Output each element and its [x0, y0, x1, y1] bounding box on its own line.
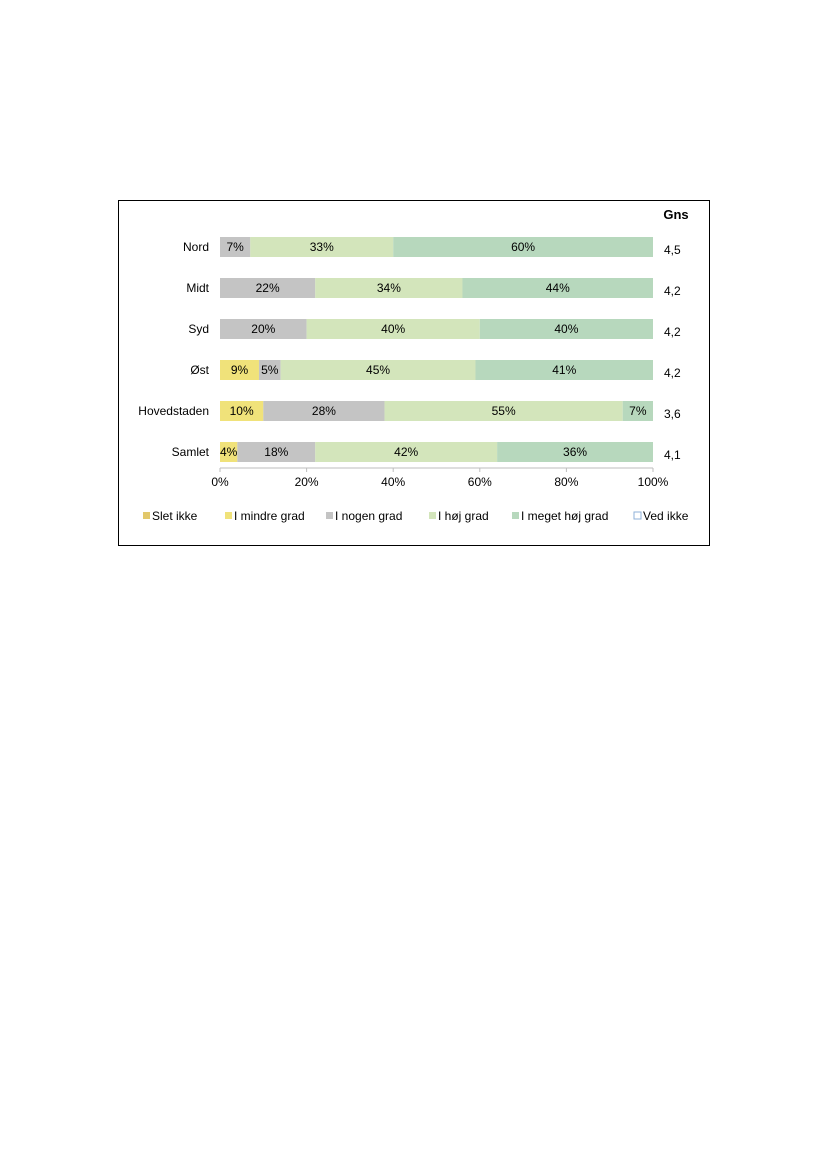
- x-tick-label: 100%: [637, 475, 669, 489]
- data-label: 10%: [229, 404, 254, 418]
- legend-label: I høj grad: [438, 509, 489, 523]
- average-value: 4,2: [664, 366, 681, 380]
- data-label: 55%: [491, 404, 516, 418]
- average-value: 4,2: [664, 325, 681, 339]
- legend-label: I meget høj grad: [521, 509, 609, 523]
- category-labels: [138, 240, 209, 459]
- legend-swatch: [326, 512, 333, 519]
- bar-row: [220, 319, 653, 339]
- data-label: 33%: [309, 240, 334, 254]
- x-tick-label: 60%: [467, 475, 492, 489]
- legend-item: [634, 509, 689, 523]
- bar-row: [220, 442, 653, 462]
- category-label: Midt: [186, 281, 209, 295]
- legend-swatch: [143, 512, 150, 519]
- x-tick-label: 40%: [381, 475, 406, 489]
- x-tick-label: 20%: [294, 475, 319, 489]
- x-tick-label: 80%: [554, 475, 579, 489]
- x-axis-ticks: [211, 468, 668, 489]
- legend: [143, 509, 689, 523]
- legend-swatch: [225, 512, 232, 519]
- legend-label: I mindre grad: [234, 509, 305, 523]
- average-values: [664, 243, 681, 462]
- average-value: 4,2: [664, 284, 681, 298]
- chart-frame: [118, 200, 710, 546]
- average-value: 4,1: [664, 448, 681, 462]
- category-label: Syd: [188, 322, 209, 336]
- bar-row: [220, 401, 653, 421]
- data-label: 40%: [381, 322, 406, 336]
- legend-item: [326, 509, 402, 523]
- average-value: 4,5: [664, 243, 681, 257]
- data-label: 5%: [261, 363, 279, 377]
- legend-label: Ved ikke: [643, 509, 689, 523]
- data-label: 44%: [545, 281, 570, 295]
- legend-label: Slet ikke: [152, 509, 198, 523]
- data-label: 7%: [226, 240, 244, 254]
- data-label: 20%: [251, 322, 276, 336]
- data-label: 34%: [376, 281, 401, 295]
- x-tick-label: 0%: [211, 475, 229, 489]
- legend-swatch: [429, 512, 436, 519]
- bars-group: [220, 237, 653, 462]
- data-label: 36%: [563, 445, 588, 459]
- data-label: 28%: [311, 404, 336, 418]
- category-label: Nord: [182, 240, 209, 254]
- data-label: 60%: [511, 240, 536, 254]
- data-label: 45%: [366, 363, 391, 377]
- data-label: 18%: [264, 445, 289, 459]
- legend-item: [429, 509, 489, 523]
- legend-item: [512, 509, 608, 523]
- data-label: 22%: [255, 281, 280, 295]
- stacked-bar-chart: [119, 201, 709, 545]
- legend-swatch: [634, 512, 641, 519]
- data-label: 4%: [219, 445, 238, 459]
- average-value: 3,6: [664, 407, 681, 421]
- legend-item: [225, 509, 305, 523]
- data-label: 42%: [394, 445, 419, 459]
- bar-row: [220, 237, 653, 257]
- bar-row: [220, 360, 653, 380]
- average-header: Gns: [663, 207, 689, 222]
- data-label: 41%: [552, 363, 577, 377]
- data-label: 40%: [554, 322, 579, 336]
- data-label: 7%: [629, 404, 647, 418]
- category-label: Hovedstaden: [138, 404, 209, 418]
- legend-swatch: [512, 512, 519, 519]
- category-label: Samlet: [171, 445, 209, 459]
- data-label: 9%: [230, 363, 249, 377]
- category-label: Øst: [190, 363, 209, 377]
- bar-row: [220, 278, 653, 298]
- legend-item: [143, 509, 198, 523]
- legend-label: I nogen grad: [335, 509, 403, 523]
